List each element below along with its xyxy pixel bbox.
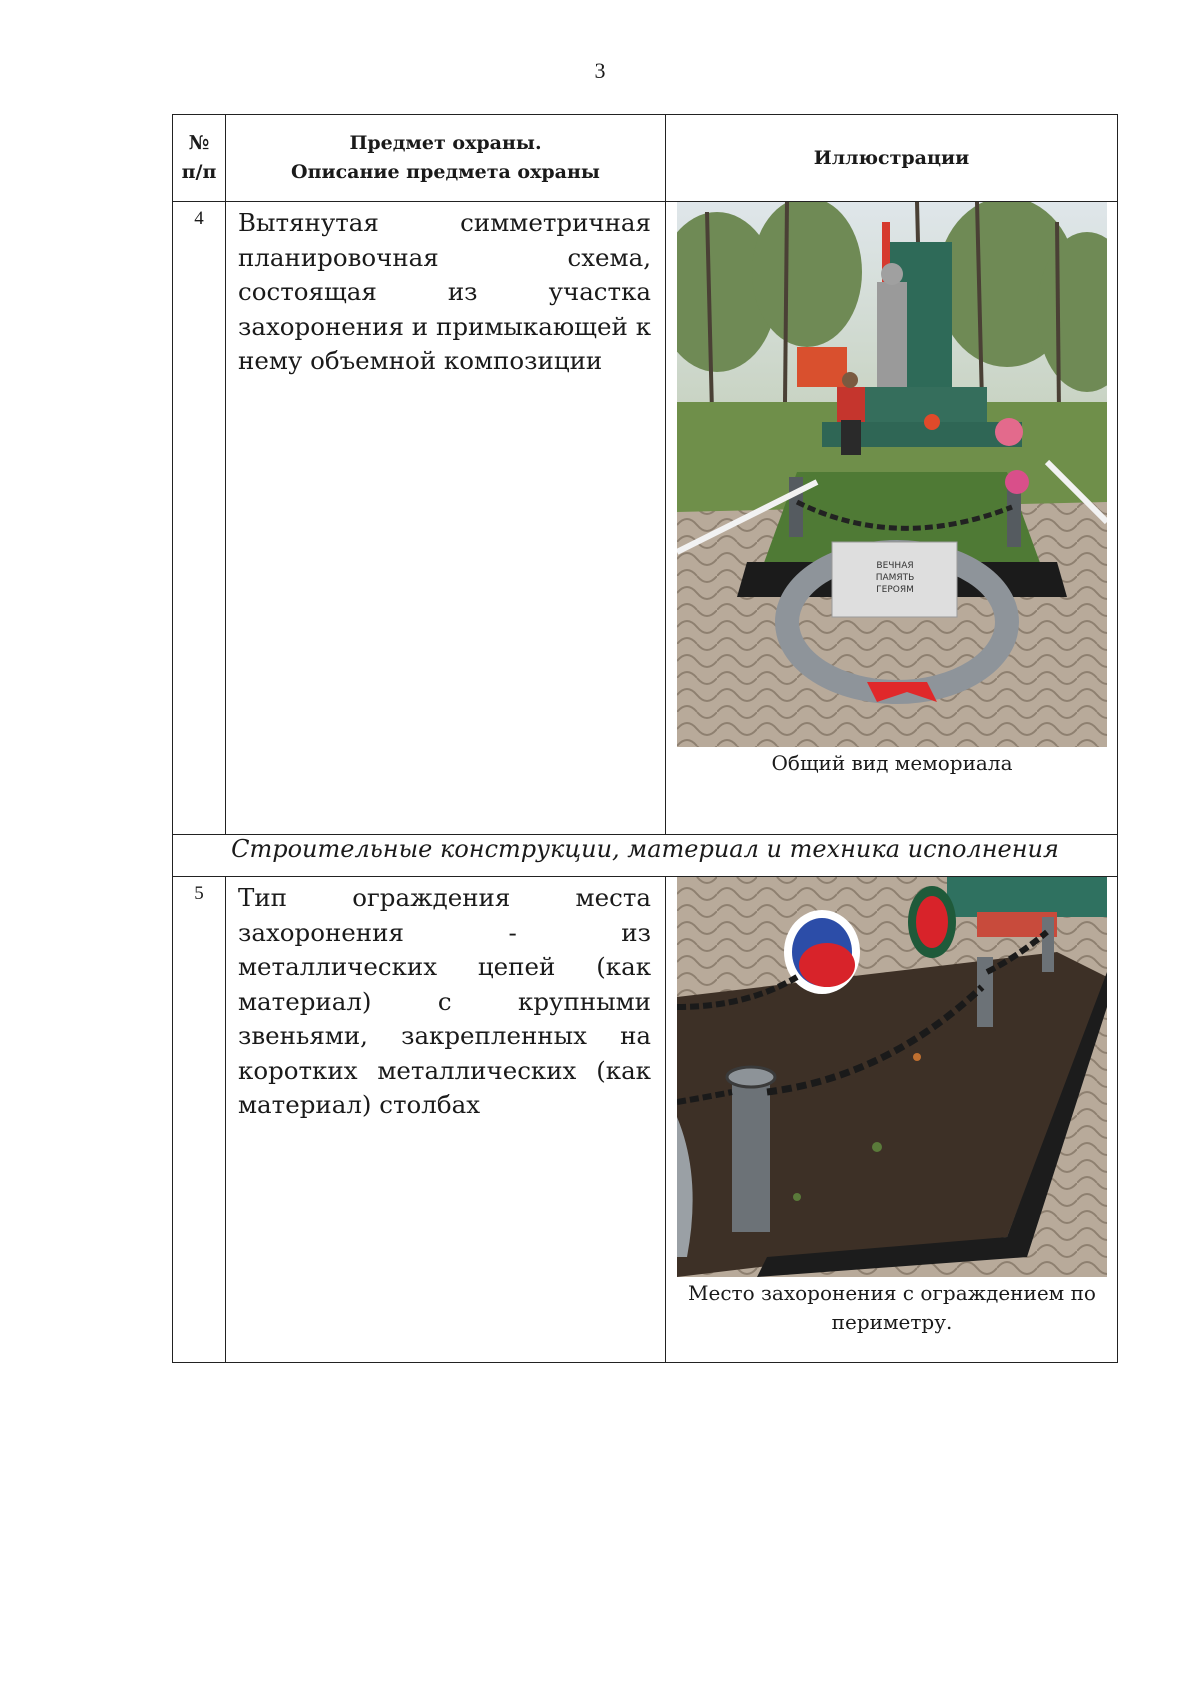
row-description: Тип ограждения места захоронения - из металлических цепей (как материал) с крупными звеньями, закрепленных на коротких металлических (как материал) столбах <box>238 883 651 1119</box>
header-number-line-1: № <box>188 132 210 154</box>
row-illustration-cell <box>666 202 1118 835</box>
header-subject-line-1: Предмет охраны. <box>349 132 542 154</box>
row-number: 5 <box>173 877 226 1363</box>
table-header-row <box>173 115 1118 202</box>
memorial-photo <box>677 202 1107 747</box>
header-subject <box>226 115 666 202</box>
header-number <box>173 115 226 202</box>
photo-caption: Место захоронения с ограждением по периметру. <box>688 1281 1096 1334</box>
header-illustrations: Иллюстрации <box>666 115 1118 202</box>
header-subject-line-2: Описание предмета охраны <box>291 161 600 183</box>
protection-subject-table <box>172 114 1118 1363</box>
row-description-cell <box>226 202 666 835</box>
row-description-cell <box>226 877 666 1363</box>
burial-fence-photo <box>677 877 1107 1277</box>
section-header-row <box>173 835 1118 877</box>
photo-caption: Общий вид мемориала <box>771 751 1013 775</box>
row-description: Вытянутая симметричная планировочная схема, состоящая из участка захоронения и примыкающей к нему объемной композиции <box>238 208 651 375</box>
row-number: 4 <box>173 202 226 835</box>
plaque-text-line-2: ПАМЯТЬ <box>875 573 915 583</box>
header-number-line-2: п/п <box>181 161 217 183</box>
row-illustration-cell <box>666 877 1118 1363</box>
table-row <box>173 202 1118 835</box>
plaque-text-line-1: ВЕЧНАЯ <box>876 561 914 571</box>
page-number: 3 <box>594 58 606 83</box>
section-title: Строительные конструкции, материал и техника исполнения <box>173 835 1118 877</box>
table-row <box>173 877 1118 1363</box>
plaque-text-line-3: ГЕРОЯМ <box>876 585 914 595</box>
